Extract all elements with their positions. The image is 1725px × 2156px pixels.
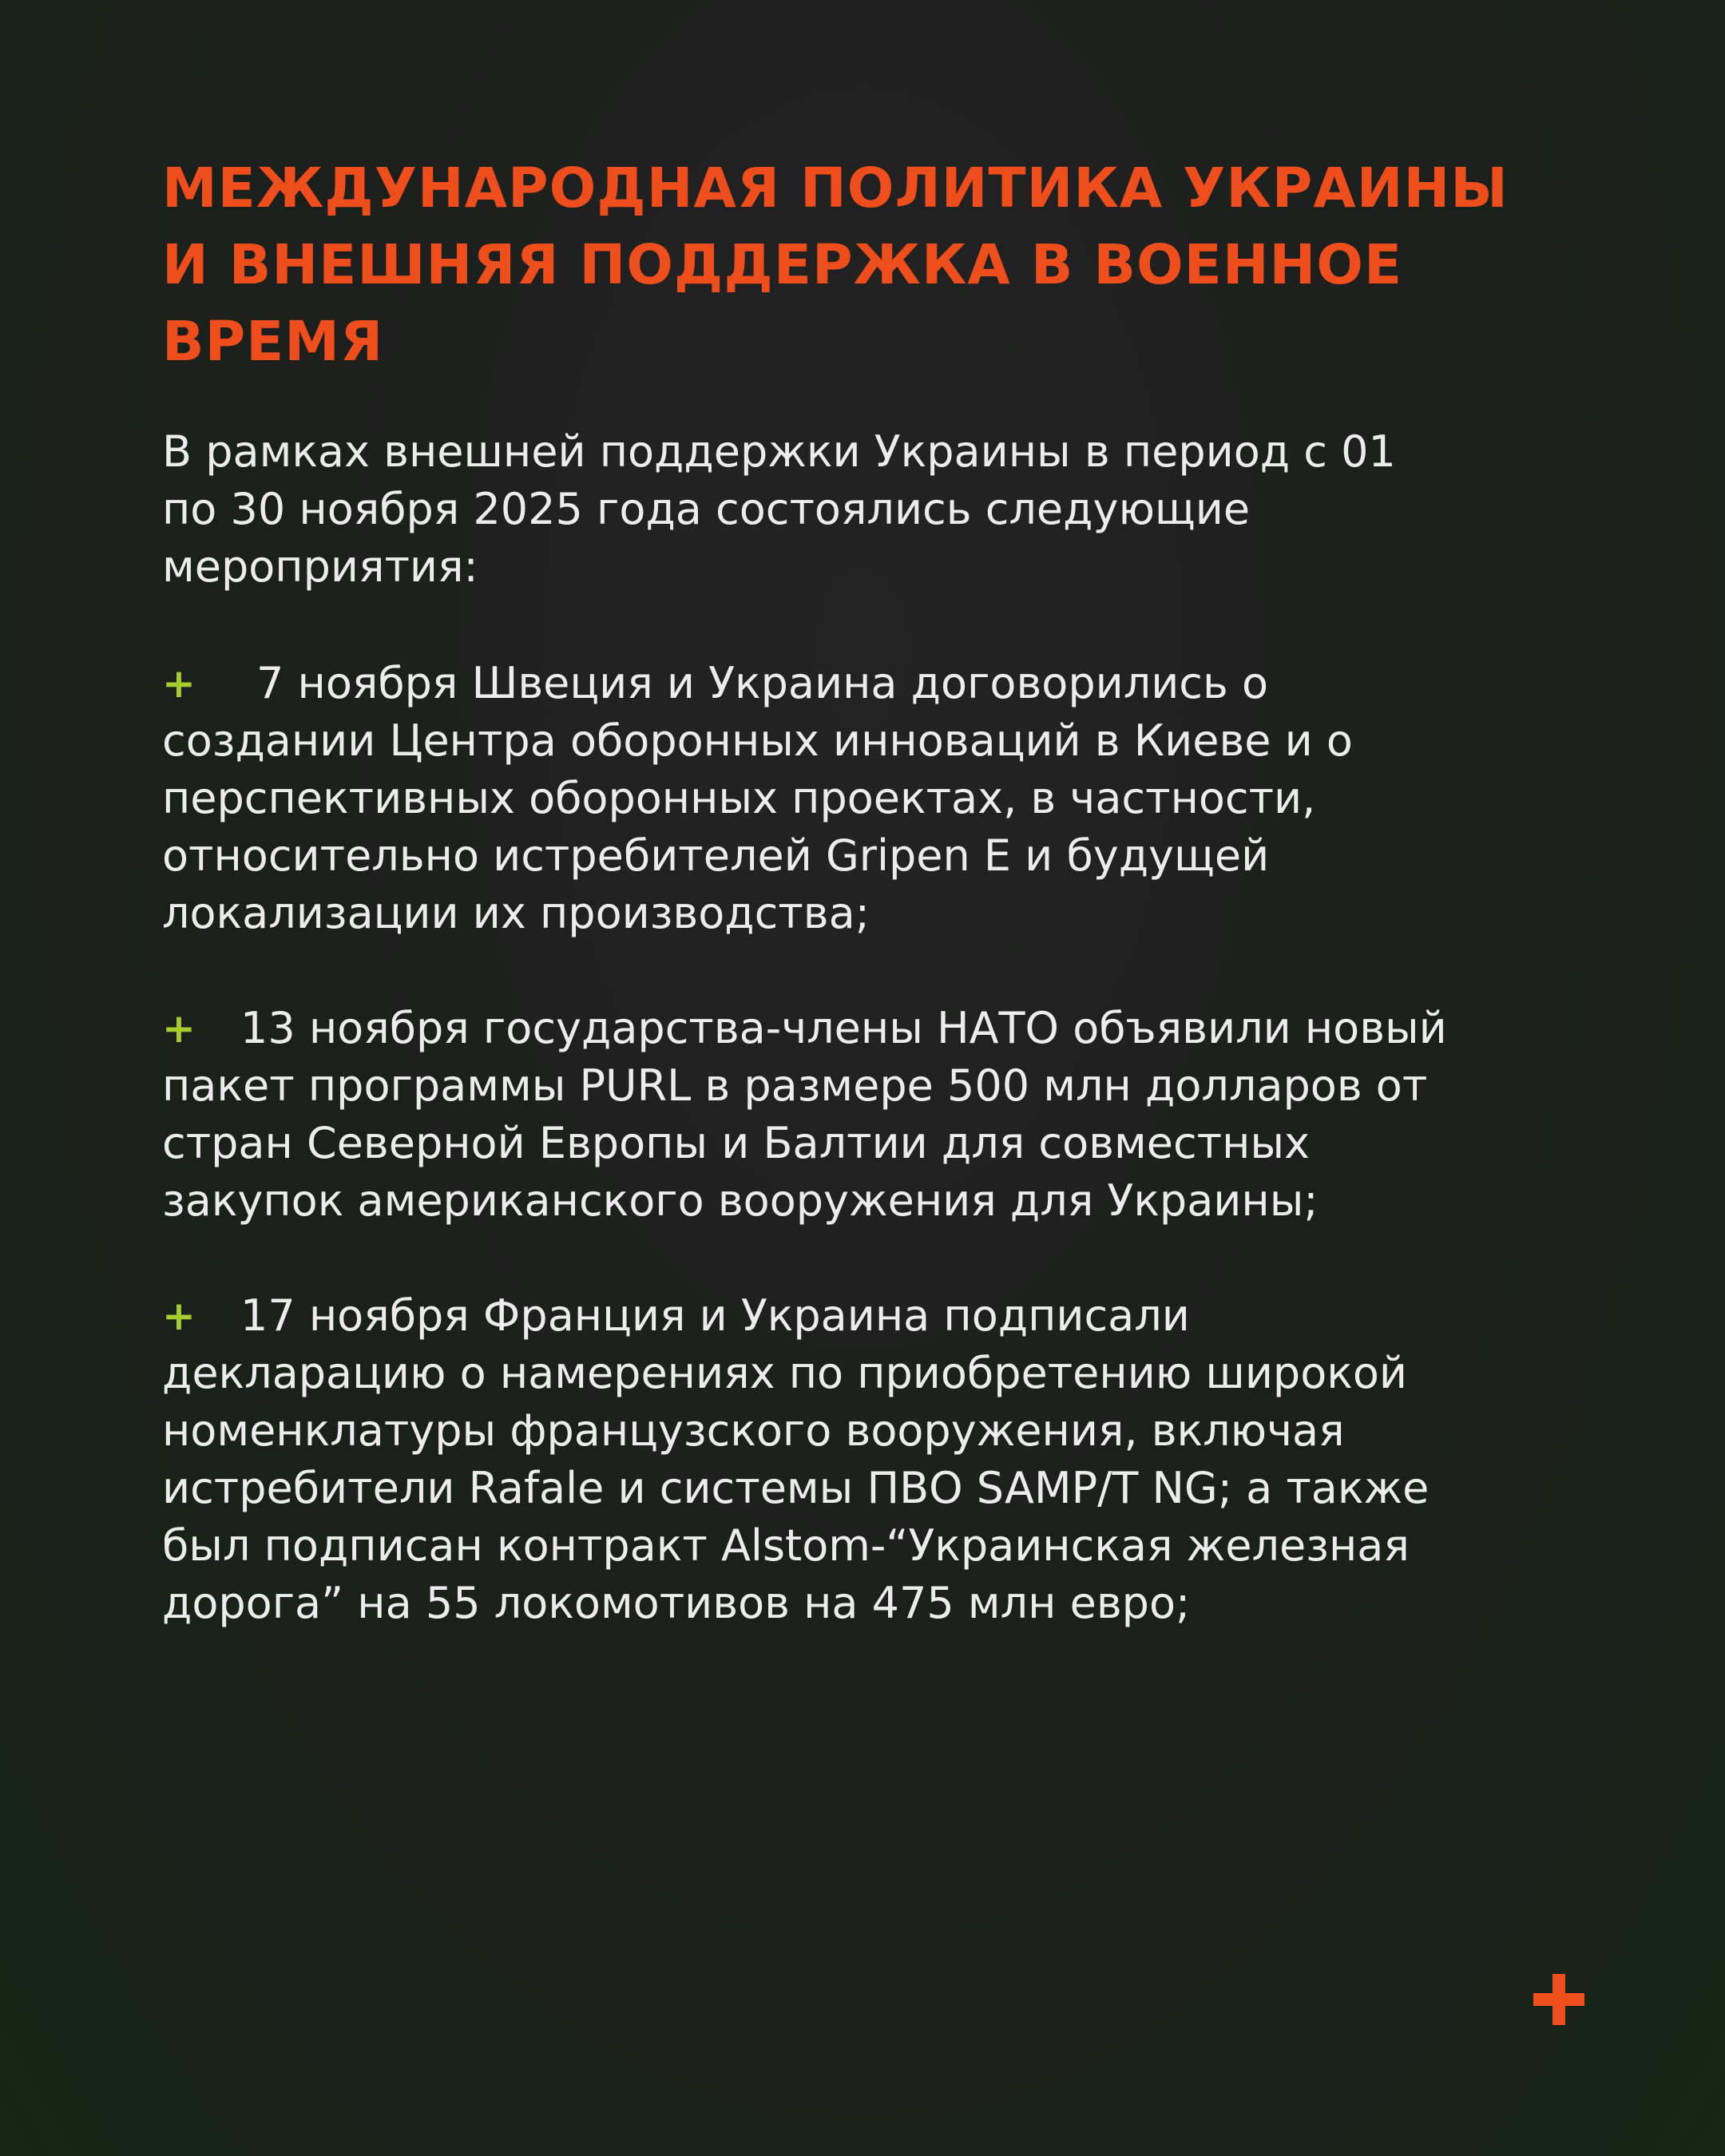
list-item-line: 13 ноября государства-члены НАТО объявили новый [240,1003,1447,1053]
list-item-line: 17 ноября Франция и Украина подписали [240,1290,1190,1341]
title-line: ВРЕМЯ [162,310,384,374]
plus-bullet-icon: + [162,1005,196,1052]
list-item-line: относительно истребителей Gripen E и будущей [162,830,1270,881]
list-item-line: истребители Rafale и системы ПВО SAMP/T NG; а также [162,1463,1430,1513]
plus-icon [1533,1974,1584,2025]
title-line: И ВНЕШНЯЯ ПОДДЕРЖКА В ВОЕННОЕ [162,233,1403,297]
list-item-line: перспективных оборонных проектах, в частности, [162,773,1316,823]
list-item [162,1000,1664,1230]
list-item-text [162,655,1664,942]
intro-line: В рамках внешней поддержки Украины в период с 01 [162,426,1396,477]
list-item-line: пакет программы PURL в размере 500 млн долларов от [162,1060,1428,1111]
intro-line: по 30 ноября 2025 года состоялись следующие [162,484,1251,534]
list-item [162,1287,1664,1632]
list-item-text [162,1287,1664,1632]
intro-line: мероприятия: [162,541,478,592]
list-item-line: локализации их производства; [162,888,870,938]
title-line: МЕЖДУНАРОДНАЯ ПОЛИТИКА УКРАИНЫ [162,157,1509,220]
list-item-line: закупок американского вооружения для Украины; [162,1175,1319,1226]
list-item-line: номенклатуры французского вооружения, включая [162,1405,1345,1456]
list-item-line: был подписан контракт Alstom-“Украинская железная [162,1520,1410,1571]
intro-paragraph [162,423,1664,596]
list-item-line: дорога” на 55 локомотивов на 475 млн евро; [162,1578,1191,1628]
list-item [162,655,1664,942]
list-item-line: 7 ноября Швеция и Украина договорились о [256,658,1269,708]
list-item-line: стран Северной Европы и Балтии для совместных [162,1118,1310,1168]
list-item-line: создании Центра оборонных инноваций в Киеве и о [162,715,1353,766]
page-title [162,150,1664,380]
list-item-line: декларацию о намерениях по приобретению широкой [162,1348,1407,1398]
plus-bullet-icon: + [162,660,196,707]
plus-bullet-icon: + [162,1293,196,1339]
list-item-text [162,1000,1664,1230]
